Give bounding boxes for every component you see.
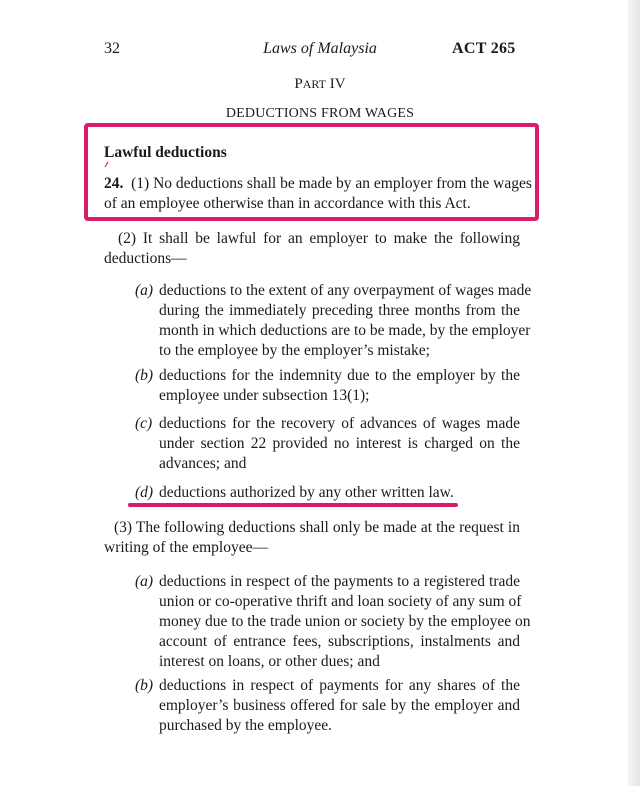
section-number: 24.: [104, 175, 124, 192]
item-2c-line-1: deductions for the recovery of advances of wages made: [159, 415, 520, 432]
subsection-1-line-1: [104, 174, 532, 194]
item-3a-line-5: interest on loans, or other dues; and: [159, 653, 380, 670]
running-title: Laws of Malaysia: [263, 40, 377, 57]
item-3b-line-2: employer’s business offered for sale by the employer and: [159, 697, 520, 714]
subsection-2-line-1: (2) It shall be lawful for an employer to make the following: [118, 230, 520, 247]
subsection-3-line-2: writing of the employee—: [104, 539, 268, 556]
subsection-3: [104, 518, 520, 558]
item-3a-line-1: deductions in respect of the payments to a registered trade: [159, 573, 520, 590]
item-2a-text: [159, 281, 532, 361]
item-2d-text: deductions authorized by any other written law.: [159, 484, 454, 501]
item-3b-line-1: deductions in respect of payments for any shares of the: [159, 677, 520, 694]
item-2c-label: (c): [135, 415, 153, 432]
subsection-1-text-1: (1) No deductions shall be made by an employer from the wages: [131, 175, 532, 192]
item-2a-label: (a): [135, 282, 154, 299]
item-3b-label: (b): [135, 677, 154, 694]
subsection-1: [104, 174, 532, 214]
page-number: 32: [104, 40, 120, 57]
underline-annotation: [128, 503, 458, 507]
item-2b-label: (b): [135, 367, 154, 384]
item-3a-line-4: account of entrance fees, subscriptions, instalments and: [159, 633, 520, 650]
subsection-2: [104, 229, 520, 269]
subsection-1-line-2: of an employee otherwise than in accordance with this Act.: [104, 195, 471, 212]
section-heading: Lawful deductions: [104, 144, 227, 161]
item-2d-label: (d): [135, 484, 154, 501]
subsection-3-line-1: (3) The following deductions shall only be made at the request in: [114, 519, 520, 536]
item-2a-line-4: to the employee by the employer’s mistake;: [159, 342, 430, 359]
item-3a-text: [159, 572, 531, 672]
item-2a-line-1: deductions to the extent of any overpayment of wages made: [159, 282, 532, 299]
item-3b-line-3: purchased by the employee.: [159, 717, 333, 734]
item-2a-line-2: during the immediately preceding three months from the: [159, 302, 520, 319]
item-3a-label: (a): [135, 573, 154, 590]
item-2c-line-3: advances; and: [159, 455, 247, 472]
item-2b-line-1: deductions for the indemnity due to the employer by the: [159, 367, 520, 384]
item-2b-line-2: employee under subsection 13(1);: [159, 387, 370, 404]
part-label-rest: ART: [302, 77, 327, 91]
item-3a-line-2: union or co-operative thrift and loan society of any sum of: [159, 593, 522, 610]
part-label-prefix: P: [294, 76, 303, 92]
subsection-2-line-2: deductions—: [104, 250, 187, 267]
part-label: [0, 76, 640, 93]
pen-mark-icon: [104, 160, 114, 168]
item-2a-line-3: month in which deductions are to be made, by the employer: [159, 322, 531, 339]
item-2b-text: [159, 366, 520, 406]
act-number: ACT 265: [452, 40, 516, 57]
item-3a-line-3: money due to the trade union or society by the employee on: [159, 613, 531, 630]
item-2c-text: [159, 414, 520, 474]
item-2c-line-2: under section 22 provided no interest is charged on the: [159, 435, 520, 452]
part-title: DEDUCTIONS FROM WAGES: [225, 106, 415, 121]
item-3b-text: [159, 676, 520, 736]
part-label-number: IV: [329, 76, 346, 92]
